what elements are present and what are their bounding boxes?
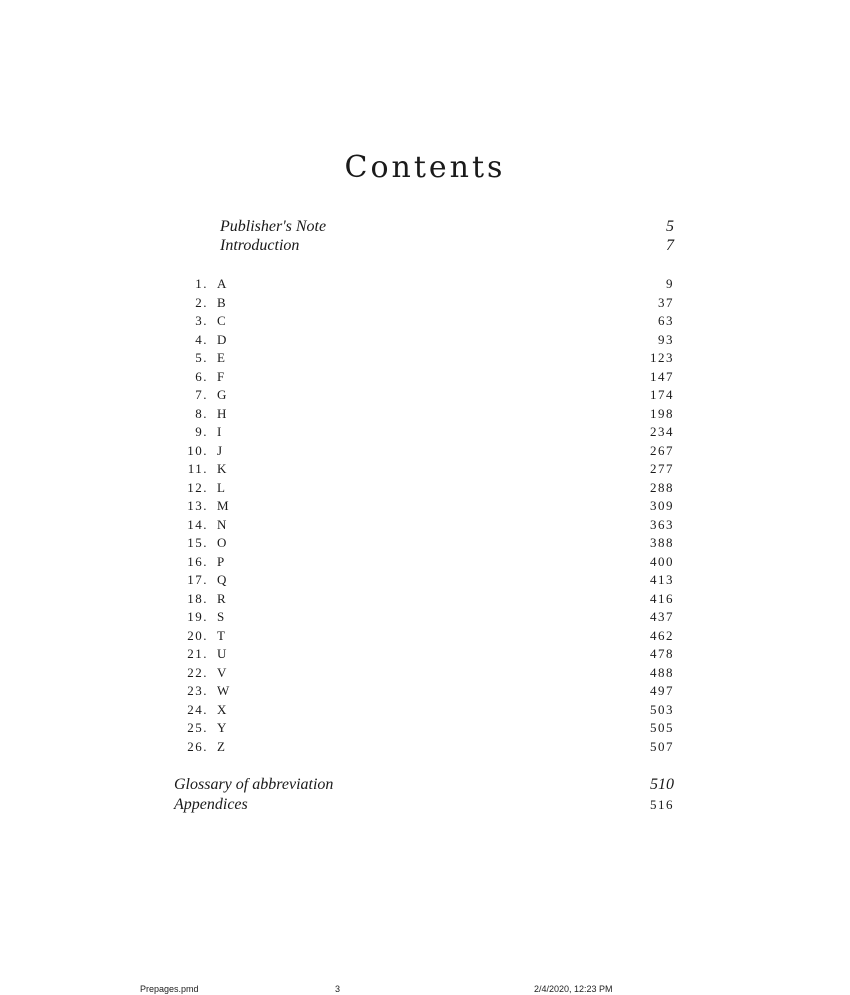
- chapter-page: 503: [650, 701, 674, 717]
- toc-entry-glossary: [0, 775, 850, 795]
- toc-entry-page: 510: [650, 776, 674, 793]
- chapter-number: 3.: [195, 313, 208, 328]
- chapter-number: 17.: [187, 572, 208, 587]
- chapter-page: 198: [650, 405, 674, 421]
- chapter-number: 20.: [187, 627, 208, 643]
- chapter-letter: Y: [217, 720, 227, 735]
- chapter-number: 26.: [187, 738, 208, 754]
- chapter-letter: F: [217, 368, 225, 384]
- chapter-letter: K: [217, 461, 227, 476]
- chapter-letter: J: [217, 442, 223, 458]
- chapter-row: [0, 570, 850, 590]
- chapter-letter: I: [217, 424, 222, 439]
- chapter-letter: M: [217, 498, 229, 513]
- chapter-row: [0, 552, 850, 572]
- footer-page-number: 3: [335, 984, 341, 994]
- toc-entry-appendices: [0, 795, 850, 815]
- chapter-letter: E: [217, 350, 225, 365]
- chapter-row: [0, 311, 850, 331]
- chapter-row: [0, 644, 850, 664]
- chapter-page: 400: [650, 553, 674, 569]
- chapter-page: 9: [666, 276, 674, 291]
- chapter-number: 16.: [187, 553, 208, 569]
- chapter-number: 5.: [195, 350, 208, 365]
- chapter-page: 63: [658, 313, 674, 328]
- chapter-number: 24.: [187, 701, 208, 717]
- toc-entry-page: 5: [666, 218, 674, 235]
- chapter-row: [0, 718, 850, 738]
- chapter-number: 8.: [195, 405, 208, 421]
- chapter-row: [0, 515, 850, 535]
- chapter-number: 19.: [187, 609, 208, 624]
- chapter-row: [0, 385, 850, 405]
- chapter-page: 437: [650, 609, 674, 624]
- chapter-page: 388: [650, 535, 674, 550]
- chapter-page: 363: [650, 516, 674, 532]
- chapter-page: 478: [650, 646, 674, 661]
- chapter-number: 4.: [195, 331, 208, 347]
- chapter-row: [0, 330, 850, 350]
- footer-filename: Prepages.pmd: [140, 984, 199, 994]
- chapter-letter: W: [217, 683, 230, 698]
- chapter-page: 234: [650, 424, 674, 439]
- chapter-letter: R: [217, 590, 226, 606]
- chapter-number: 23.: [187, 683, 208, 698]
- chapter-letter: P: [217, 553, 225, 569]
- toc-entry-label: Appendices: [174, 796, 248, 813]
- chapter-number: 12.: [187, 479, 208, 495]
- chapter-letter: G: [217, 387, 227, 402]
- chapter-letter: S: [217, 609, 225, 624]
- chapter-number: 15.: [187, 535, 208, 550]
- chapter-number: 10.: [187, 442, 208, 458]
- toc-entry-publishers-note: [0, 217, 850, 237]
- chapter-row: [0, 367, 850, 387]
- chapter-page: 309: [650, 498, 674, 513]
- chapter-letter: X: [217, 701, 227, 717]
- chapter-page: 413: [650, 572, 674, 587]
- chapter-letter: O: [217, 535, 227, 550]
- chapter-number: 22.: [187, 664, 208, 680]
- toc-entry-label: Introduction: [220, 237, 300, 254]
- chapter-page: 37: [658, 294, 674, 310]
- chapter-page: 147: [650, 368, 674, 384]
- chapter-number: 13.: [187, 498, 208, 513]
- chapter-row: [0, 737, 850, 757]
- chapter-row: [0, 348, 850, 368]
- chapter-row: [0, 589, 850, 609]
- chapter-number: 6.: [195, 368, 208, 384]
- chapter-page: 505: [650, 720, 674, 735]
- chapter-page: 93: [658, 331, 674, 347]
- chapter-letter: V: [217, 664, 227, 680]
- chapter-letter: H: [217, 405, 227, 421]
- chapter-letter: Q: [217, 572, 227, 587]
- toc-entry-page: 516: [650, 797, 674, 812]
- chapter-page: 488: [650, 664, 674, 680]
- chapter-letter: U: [217, 646, 227, 661]
- chapter-number: 21.: [187, 646, 208, 661]
- chapter-number: 1.: [195, 276, 208, 291]
- chapter-row: [0, 626, 850, 646]
- chapter-letter: Z: [217, 738, 225, 754]
- chapter-page: 497: [650, 683, 674, 698]
- toc-entry-page: 7: [666, 237, 674, 254]
- chapter-page: 416: [650, 590, 674, 606]
- chapter-page: 507: [650, 738, 674, 754]
- chapter-row: [0, 533, 850, 553]
- chapter-letter: D: [217, 331, 227, 347]
- chapter-row: [0, 496, 850, 516]
- chapter-page: 462: [650, 627, 674, 643]
- chapter-row: [0, 441, 850, 461]
- chapter-row: [0, 607, 850, 627]
- chapter-number: 14.: [187, 516, 208, 532]
- chapter-letter: C: [217, 313, 226, 328]
- chapter-row: [0, 404, 850, 424]
- chapter-page: 123: [650, 350, 674, 365]
- chapter-letter: N: [217, 516, 227, 532]
- chapter-number: 25.: [187, 720, 208, 735]
- toc-entry-label: Publisher's Note: [220, 218, 327, 235]
- chapter-page: 288: [650, 479, 674, 495]
- page-title: Contents: [344, 150, 506, 185]
- chapter-row: [0, 293, 850, 313]
- chapter-row: [0, 274, 850, 294]
- chapter-row: [0, 459, 850, 479]
- chapter-row: [0, 700, 850, 720]
- chapter-page: 267: [650, 442, 674, 458]
- chapter-row: [0, 681, 850, 701]
- chapter-letter: T: [217, 627, 225, 643]
- footer-timestamp: 2/4/2020, 12:23 PM: [534, 984, 613, 994]
- toc-entry-introduction: [0, 236, 850, 256]
- toc-entry-label: Glossary of abbreviation: [174, 776, 334, 793]
- chapter-row: [0, 422, 850, 442]
- chapter-number: 2.: [195, 294, 208, 310]
- chapter-letter: A: [217, 276, 227, 291]
- chapter-row: [0, 478, 850, 498]
- chapter-letter: L: [217, 479, 225, 495]
- chapter-row: [0, 663, 850, 683]
- chapter-page: 277: [650, 461, 674, 476]
- chapter-number: 18.: [187, 590, 208, 606]
- chapter-page: 174: [650, 387, 674, 402]
- chapter-number: 7.: [195, 387, 208, 402]
- chapter-number: 9.: [195, 424, 208, 439]
- chapter-number: 11.: [187, 461, 208, 476]
- chapter-letter: B: [217, 294, 226, 310]
